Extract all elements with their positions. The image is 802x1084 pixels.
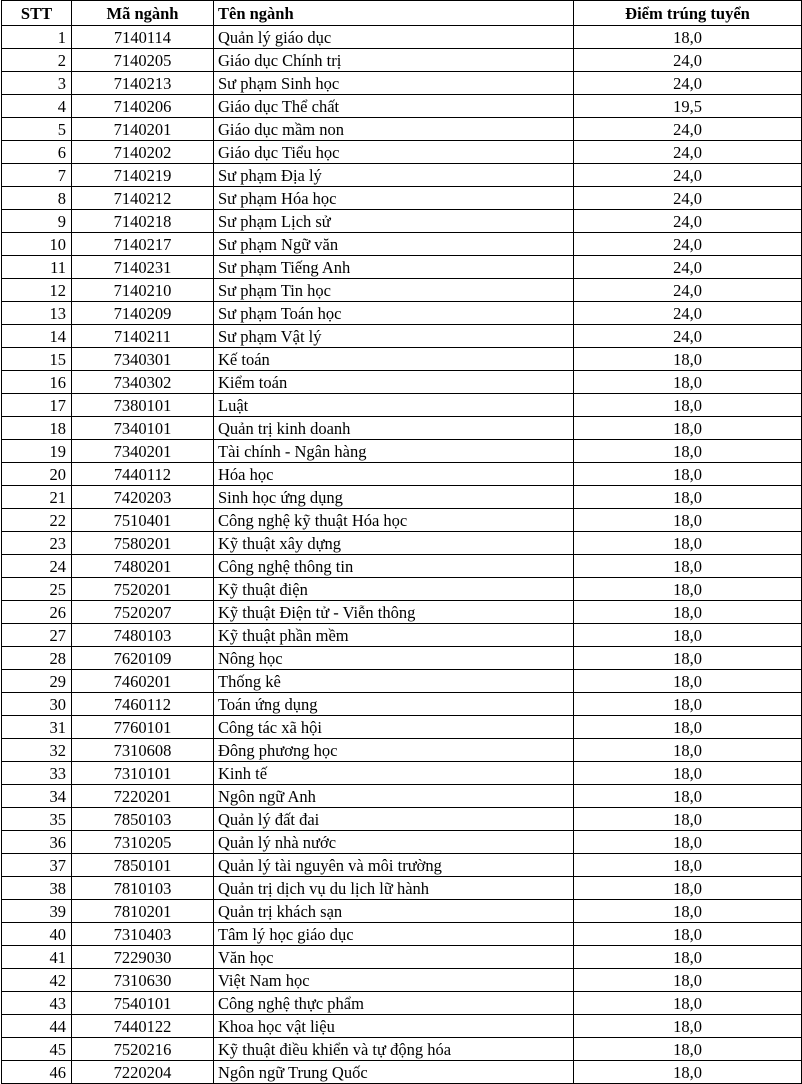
cell-stt: 11 xyxy=(2,256,72,279)
cell-stt: 12 xyxy=(2,279,72,302)
cell-admission-score: 18,0 xyxy=(574,394,802,417)
cell-major-code: 7310630 xyxy=(72,969,214,992)
cell-admission-score: 24,0 xyxy=(574,302,802,325)
cell-stt: 36 xyxy=(2,831,72,854)
header-major-name: Tên ngành xyxy=(214,1,574,26)
cell-major-code: 7310205 xyxy=(72,831,214,854)
table-row xyxy=(2,877,802,900)
table-row xyxy=(2,1038,802,1061)
cell-stt: 27 xyxy=(2,624,72,647)
cell-major-code: 7440112 xyxy=(72,463,214,486)
cell-admission-score: 18,0 xyxy=(574,1061,802,1084)
cell-major-code: 7580201 xyxy=(72,532,214,555)
cell-major-code: 7140231 xyxy=(72,256,214,279)
cell-major-name: Giáo dục mầm non xyxy=(214,118,574,141)
cell-admission-score: 18,0 xyxy=(574,601,802,624)
cell-major-name: Kỹ thuật xây dựng xyxy=(214,532,574,555)
cell-admission-score: 18,0 xyxy=(574,463,802,486)
cell-admission-score: 18,0 xyxy=(574,808,802,831)
cell-stt: 3 xyxy=(2,72,72,95)
cell-stt: 46 xyxy=(2,1061,72,1084)
table-row xyxy=(2,647,802,670)
cell-major-code: 7480103 xyxy=(72,624,214,647)
table-row xyxy=(2,578,802,601)
cell-major-code: 7220204 xyxy=(72,1061,214,1084)
cell-admission-score: 18,0 xyxy=(574,693,802,716)
cell-admission-score: 18,0 xyxy=(574,1015,802,1038)
header-admission-score: Điểm trúng tuyển xyxy=(574,1,802,26)
cell-stt: 33 xyxy=(2,762,72,785)
cell-major-code: 7380101 xyxy=(72,394,214,417)
cell-major-code: 7140212 xyxy=(72,187,214,210)
table-row xyxy=(2,279,802,302)
cell-admission-score: 18,0 xyxy=(574,762,802,785)
cell-major-name: Quản lý tài nguyên và môi trường xyxy=(214,854,574,877)
cell-stt: 24 xyxy=(2,555,72,578)
cell-admission-score: 19,5 xyxy=(574,95,802,118)
cell-major-name: Giáo dục Thể chất xyxy=(214,95,574,118)
cell-major-name: Ngôn ngữ Trung Quốc xyxy=(214,1061,574,1084)
table-row xyxy=(2,1015,802,1038)
table-body xyxy=(2,26,802,1084)
cell-major-code: 7140210 xyxy=(72,279,214,302)
cell-major-name: Kỹ thuật phần mềm xyxy=(214,624,574,647)
table-row xyxy=(2,164,802,187)
table-row xyxy=(2,808,802,831)
header-row xyxy=(2,1,802,26)
cell-stt: 43 xyxy=(2,992,72,1015)
table-row xyxy=(2,946,802,969)
cell-admission-score: 24,0 xyxy=(574,187,802,210)
cell-major-name: Luật xyxy=(214,394,574,417)
cell-major-code: 7620109 xyxy=(72,647,214,670)
cell-major-code: 7520207 xyxy=(72,601,214,624)
table-row xyxy=(2,394,802,417)
cell-major-code: 7140206 xyxy=(72,95,214,118)
cell-stt: 40 xyxy=(2,923,72,946)
cell-major-name: Quản trị dịch vụ du lịch lữ hành xyxy=(214,877,574,900)
cell-major-code: 7140114 xyxy=(72,26,214,49)
cell-admission-score: 18,0 xyxy=(574,739,802,762)
cell-major-name: Sư phạm Tiếng Anh xyxy=(214,256,574,279)
table-row xyxy=(2,739,802,762)
cell-major-name: Nông học xyxy=(214,647,574,670)
cell-stt: 5 xyxy=(2,118,72,141)
cell-admission-score: 18,0 xyxy=(574,624,802,647)
cell-major-code: 7510401 xyxy=(72,509,214,532)
cell-admission-score: 18,0 xyxy=(574,486,802,509)
table-row xyxy=(2,601,802,624)
cell-admission-score: 24,0 xyxy=(574,279,802,302)
table-row xyxy=(2,716,802,739)
cell-major-name: Quản lý nhà nước xyxy=(214,831,574,854)
cell-stt: 7 xyxy=(2,164,72,187)
cell-major-name: Sư phạm Ngữ văn xyxy=(214,233,574,256)
table-row xyxy=(2,95,802,118)
cell-major-code: 7310403 xyxy=(72,923,214,946)
cell-major-name: Giáo dục Chính trị xyxy=(214,49,574,72)
cell-major-name: Sư phạm Địa lý xyxy=(214,164,574,187)
cell-major-code: 7850101 xyxy=(72,854,214,877)
cell-stt: 37 xyxy=(2,854,72,877)
cell-major-code: 7340302 xyxy=(72,371,214,394)
cell-stt: 34 xyxy=(2,785,72,808)
table-row xyxy=(2,555,802,578)
cell-major-code: 7140201 xyxy=(72,118,214,141)
cell-major-code: 7540101 xyxy=(72,992,214,1015)
cell-stt: 17 xyxy=(2,394,72,417)
cell-stt: 35 xyxy=(2,808,72,831)
cell-stt: 16 xyxy=(2,371,72,394)
cell-major-name: Quản trị khách sạn xyxy=(214,900,574,923)
cell-major-name: Sư phạm Lịch sử xyxy=(214,210,574,233)
cell-admission-score: 18,0 xyxy=(574,440,802,463)
cell-major-name: Công nghệ thông tin xyxy=(214,555,574,578)
cell-stt: 26 xyxy=(2,601,72,624)
cell-major-name: Quản trị kinh doanh xyxy=(214,417,574,440)
table-row xyxy=(2,854,802,877)
cell-admission-score: 18,0 xyxy=(574,854,802,877)
table-row xyxy=(2,26,802,49)
cell-stt: 9 xyxy=(2,210,72,233)
cell-admission-score: 18,0 xyxy=(574,371,802,394)
table-row xyxy=(2,923,802,946)
cell-stt: 18 xyxy=(2,417,72,440)
cell-major-code: 7460112 xyxy=(72,693,214,716)
cell-major-code: 7340201 xyxy=(72,440,214,463)
table-row xyxy=(2,463,802,486)
table-row xyxy=(2,831,802,854)
cell-major-code: 7140218 xyxy=(72,210,214,233)
cell-major-code: 7140209 xyxy=(72,302,214,325)
cell-major-code: 7310101 xyxy=(72,762,214,785)
cell-admission-score: 18,0 xyxy=(574,969,802,992)
cell-admission-score: 24,0 xyxy=(574,49,802,72)
cell-major-name: Sư phạm Hóa học xyxy=(214,187,574,210)
cell-major-code: 7140213 xyxy=(72,72,214,95)
cell-stt: 4 xyxy=(2,95,72,118)
cell-major-name: Sư phạm Vật lý xyxy=(214,325,574,348)
cell-admission-score: 18,0 xyxy=(574,877,802,900)
cell-admission-score: 24,0 xyxy=(574,256,802,279)
table-row xyxy=(2,187,802,210)
table-row xyxy=(2,49,802,72)
cell-major-name: Giáo dục Tiểu học xyxy=(214,141,574,164)
cell-admission-score: 24,0 xyxy=(574,325,802,348)
cell-admission-score: 18,0 xyxy=(574,946,802,969)
admission-scores-table xyxy=(1,0,802,1084)
cell-stt: 42 xyxy=(2,969,72,992)
cell-admission-score: 18,0 xyxy=(574,26,802,49)
table-row xyxy=(2,348,802,371)
cell-major-code: 7460201 xyxy=(72,670,214,693)
cell-major-code: 7340101 xyxy=(72,417,214,440)
cell-major-name: Hóa học xyxy=(214,463,574,486)
table-row xyxy=(2,440,802,463)
cell-stt: 45 xyxy=(2,1038,72,1061)
cell-admission-score: 24,0 xyxy=(574,210,802,233)
cell-admission-score: 18,0 xyxy=(574,670,802,693)
cell-stt: 23 xyxy=(2,532,72,555)
cell-admission-score: 18,0 xyxy=(574,647,802,670)
cell-stt: 8 xyxy=(2,187,72,210)
cell-admission-score: 18,0 xyxy=(574,716,802,739)
cell-stt: 39 xyxy=(2,900,72,923)
cell-major-code: 7220201 xyxy=(72,785,214,808)
cell-stt: 6 xyxy=(2,141,72,164)
cell-stt: 41 xyxy=(2,946,72,969)
cell-major-code: 7520201 xyxy=(72,578,214,601)
cell-admission-score: 18,0 xyxy=(574,992,802,1015)
table-row xyxy=(2,624,802,647)
cell-admission-score: 18,0 xyxy=(574,532,802,555)
table-header xyxy=(2,1,802,26)
cell-stt: 15 xyxy=(2,348,72,371)
cell-stt: 14 xyxy=(2,325,72,348)
cell-stt: 20 xyxy=(2,463,72,486)
table-row xyxy=(2,141,802,164)
table-row xyxy=(2,417,802,440)
header-stt: STT xyxy=(2,1,72,26)
cell-major-name: Sư phạm Tin học xyxy=(214,279,574,302)
cell-admission-score: 24,0 xyxy=(574,141,802,164)
table-row xyxy=(2,762,802,785)
header-major-code: Mã ngành xyxy=(72,1,214,26)
cell-stt: 13 xyxy=(2,302,72,325)
table-row xyxy=(2,256,802,279)
cell-major-name: Khoa học vật liệu xyxy=(214,1015,574,1038)
cell-admission-score: 24,0 xyxy=(574,118,802,141)
table-row xyxy=(2,302,802,325)
table-row xyxy=(2,992,802,1015)
cell-admission-score: 18,0 xyxy=(574,417,802,440)
cell-major-code: 7480201 xyxy=(72,555,214,578)
cell-stt: 31 xyxy=(2,716,72,739)
table-row xyxy=(2,72,802,95)
cell-major-code: 7340301 xyxy=(72,348,214,371)
table-row xyxy=(2,233,802,256)
table-row xyxy=(2,486,802,509)
cell-stt: 19 xyxy=(2,440,72,463)
table-row xyxy=(2,785,802,808)
cell-stt: 22 xyxy=(2,509,72,532)
cell-major-name: Sư phạm Toán học xyxy=(214,302,574,325)
cell-major-name: Kỹ thuật Điện tử - Viễn thông xyxy=(214,601,574,624)
table-row xyxy=(2,371,802,394)
cell-major-name: Kiểm toán xyxy=(214,371,574,394)
cell-major-code: 7520216 xyxy=(72,1038,214,1061)
cell-major-code: 7140202 xyxy=(72,141,214,164)
cell-major-name: Quản lý giáo dục xyxy=(214,26,574,49)
cell-major-code: 7850103 xyxy=(72,808,214,831)
cell-admission-score: 18,0 xyxy=(574,555,802,578)
cell-major-code: 7229030 xyxy=(72,946,214,969)
cell-major-name: Kỹ thuật điện xyxy=(214,578,574,601)
cell-admission-score: 18,0 xyxy=(574,348,802,371)
cell-major-code: 7810103 xyxy=(72,877,214,900)
cell-major-name: Sinh học ứng dụng xyxy=(214,486,574,509)
cell-major-code: 7140219 xyxy=(72,164,214,187)
cell-major-code: 7760101 xyxy=(72,716,214,739)
cell-major-name: Sư phạm Sinh học xyxy=(214,72,574,95)
cell-admission-score: 18,0 xyxy=(574,900,802,923)
cell-admission-score: 18,0 xyxy=(574,1038,802,1061)
cell-admission-score: 18,0 xyxy=(574,785,802,808)
cell-major-code: 7440122 xyxy=(72,1015,214,1038)
table-row xyxy=(2,532,802,555)
cell-major-name: Tài chính - Ngân hàng xyxy=(214,440,574,463)
cell-major-code: 7140211 xyxy=(72,325,214,348)
cell-major-name: Công tác xã hội xyxy=(214,716,574,739)
cell-stt: 1 xyxy=(2,26,72,49)
cell-stt: 38 xyxy=(2,877,72,900)
cell-major-name: Kỹ thuật điều khiển và tự động hóa xyxy=(214,1038,574,1061)
cell-admission-score: 18,0 xyxy=(574,923,802,946)
cell-major-name: Việt Nam học xyxy=(214,969,574,992)
cell-major-name: Kinh tế xyxy=(214,762,574,785)
table-row xyxy=(2,509,802,532)
cell-stt: 29 xyxy=(2,670,72,693)
cell-major-name: Tâm lý học giáo dục xyxy=(214,923,574,946)
cell-major-code: 7140205 xyxy=(72,49,214,72)
cell-admission-score: 18,0 xyxy=(574,509,802,532)
cell-major-code: 7140217 xyxy=(72,233,214,256)
cell-stt: 44 xyxy=(2,1015,72,1038)
table-row xyxy=(2,670,802,693)
cell-stt: 30 xyxy=(2,693,72,716)
table-row xyxy=(2,1061,802,1084)
table-row xyxy=(2,693,802,716)
table-row xyxy=(2,210,802,233)
table-row xyxy=(2,969,802,992)
cell-admission-score: 24,0 xyxy=(574,164,802,187)
cell-stt: 28 xyxy=(2,647,72,670)
cell-stt: 10 xyxy=(2,233,72,256)
cell-major-code: 7420203 xyxy=(72,486,214,509)
cell-admission-score: 24,0 xyxy=(574,233,802,256)
cell-major-name: Đông phương học xyxy=(214,739,574,762)
cell-stt: 2 xyxy=(2,49,72,72)
cell-major-code: 7310608 xyxy=(72,739,214,762)
table-row xyxy=(2,325,802,348)
cell-major-name: Kế toán xyxy=(214,348,574,371)
table-row xyxy=(2,900,802,923)
cell-major-name: Văn học xyxy=(214,946,574,969)
cell-stt: 21 xyxy=(2,486,72,509)
cell-major-name: Thống kê xyxy=(214,670,574,693)
cell-major-code: 7810201 xyxy=(72,900,214,923)
table-row xyxy=(2,118,802,141)
cell-stt: 32 xyxy=(2,739,72,762)
cell-major-name: Toán ứng dụng xyxy=(214,693,574,716)
cell-major-name: Quản lý đất đai xyxy=(214,808,574,831)
cell-admission-score: 18,0 xyxy=(574,831,802,854)
cell-admission-score: 18,0 xyxy=(574,578,802,601)
cell-major-name: Ngôn ngữ Anh xyxy=(214,785,574,808)
cell-stt: 25 xyxy=(2,578,72,601)
cell-major-name: Công nghệ kỹ thuật Hóa học xyxy=(214,509,574,532)
cell-major-name: Công nghệ thực phẩm xyxy=(214,992,574,1015)
cell-admission-score: 24,0 xyxy=(574,72,802,95)
